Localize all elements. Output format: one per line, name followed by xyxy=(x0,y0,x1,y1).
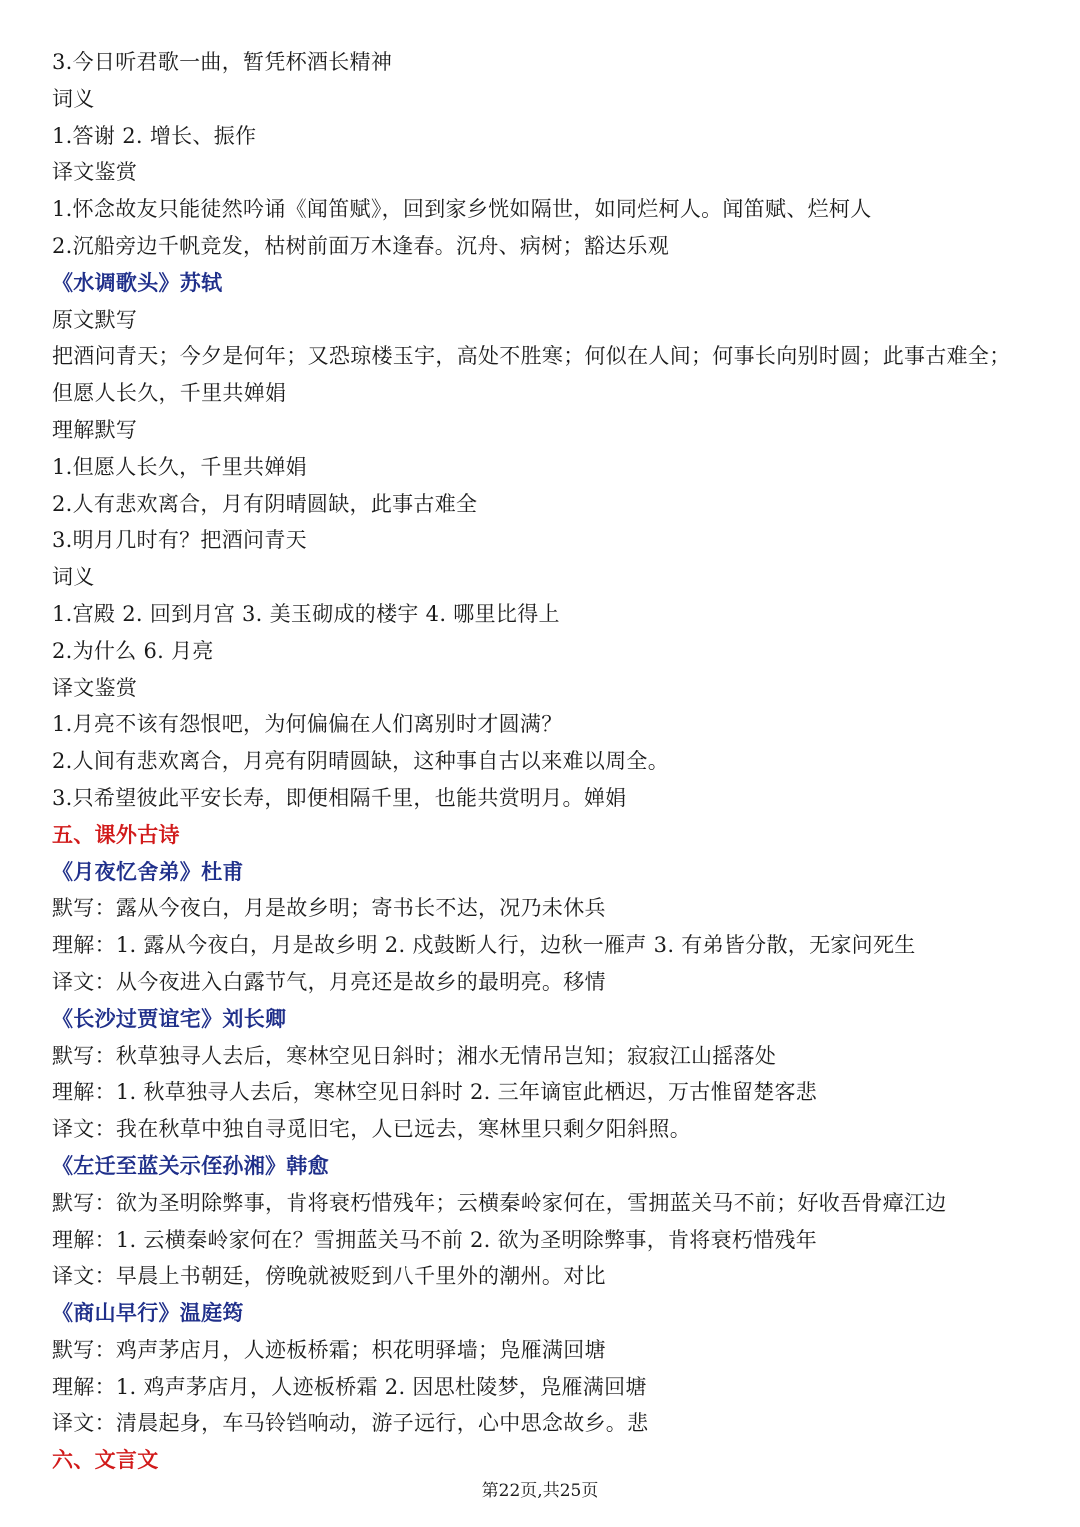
poem-title: 《长沙过贾谊宅》刘长卿 xyxy=(52,1006,287,1031)
text-line: 译文：早晨上书朝廷，傍晚就被贬到八千里外的潮州。对比 xyxy=(52,1264,606,1289)
text-line: 2.沉船旁边千帆竞发，枯树前面万木逢春。沉舟、病树；豁达乐观 xyxy=(52,233,670,258)
text-line: 1.但愿人长久，千里共婵娟 xyxy=(52,454,307,479)
text-line: 默写：欲为圣明除弊事，肯将衰朽惜残年；云横秦岭家何在，雪拥蓝关马不前；好收吾骨瘴江边 xyxy=(52,1190,947,1215)
text-line: 译文鉴赏 xyxy=(52,160,138,185)
text-line: 理解默写 xyxy=(52,417,138,442)
text-line: 但愿人长久，千里共婵娟 xyxy=(52,381,287,406)
text-line: 默写：露从今夜白，月是故乡明；寄书长不达，况乃未休兵 xyxy=(52,896,606,921)
text-line: 理解：1. 秋草独寻人去后，寒林空见日斜时 2. 三年谪宦此栖迟，万古惟留楚客悲 xyxy=(52,1080,818,1105)
text-line: 1.宫殿 2. 回到月宫 3. 美玉砌成的楼宇 4. 哪里比得上 xyxy=(52,601,560,626)
text-line: 理解：1. 露从今夜白，月是故乡明 2. 戍鼓断人行，边秋一雁声 3. 有弟皆分散，无家问死生 xyxy=(52,933,916,958)
poem-title: 《商山早行》温庭筠 xyxy=(52,1301,244,1326)
text-line: 1.月亮不该有怨恨吧，为何偏偏在人们离别时才圆满？ xyxy=(52,712,563,737)
text-line: 默写：秋草独寻人去后，寒林空见日斜时；湘水无情吊岂知；寂寂江山摇落处 xyxy=(52,1043,777,1068)
text-line: 译文：我在秋草中独自寻觅旧宅，人已远去，寒林里只剩夕阳斜照。 xyxy=(52,1117,691,1142)
text-line: 1.答谢 2. 增长、振作 xyxy=(52,123,257,148)
text-line: 译文鉴赏 xyxy=(52,675,138,700)
text-line: 词义 xyxy=(52,565,95,590)
section-heading: 五、课外古诗 xyxy=(52,822,180,847)
text-line: 3.今日听君歌一曲，暂凭杯酒长精神 xyxy=(52,50,393,74)
poem-title: 《左迁至蓝关示侄孙湘》韩愈 xyxy=(52,1153,329,1178)
text-line: 词义 xyxy=(52,86,95,111)
text-line: 2.人间有悲欢离合，月亮有阴晴圆缺，这种事自古以来难以周全。 xyxy=(52,749,670,774)
poem-title: 《月夜忆舍弟》杜甫 xyxy=(52,859,244,884)
text-line: 译文：清晨起身，车马铃铛响动，游子远行，心中思念故乡。悲 xyxy=(52,1411,649,1436)
text-line: 把酒问青天；今夕是何年；又恐琼楼玉宇，高处不胜寒；何似在人间；何事长向别时圆；此事古难全； xyxy=(52,344,1011,369)
text-line: 理解：1. 云横秦岭家何在？雪拥蓝关马不前 2. 欲为圣明除弊事，肯将衰朽惜残年 xyxy=(52,1227,818,1252)
text-line: 2.为什么 6. 月亮 xyxy=(52,638,214,663)
text-line: 默写：鸡声茅店月，人迹板桥霜；枳花明驿墙；凫雁满回塘 xyxy=(52,1337,606,1362)
text-line: 1.怀念故友只能徒然吟诵《闻笛赋》，回到家乡恍如隔世，如同烂柯人。闻笛赋、烂柯人 xyxy=(52,197,872,222)
text-line: 译文：从今夜进入白露节气，月亮还是故乡的最明亮。移情 xyxy=(52,969,606,994)
document-body xyxy=(52,44,1050,1479)
page-footer: 第22页,共25页 xyxy=(481,1481,599,1501)
text-line: 3.只希望彼此平安长寿，即便相隔千里，也能共赏明月。婵娟 xyxy=(52,785,627,810)
text-line: 原文默写 xyxy=(52,307,138,332)
section-heading: 六、文言文 xyxy=(52,1448,159,1473)
poem-title: 《水调歌头》苏轼 xyxy=(52,270,223,295)
text-line: 2.人有悲欢离合，月有阴晴圆缺，此事古难全 xyxy=(52,491,478,516)
text-line: 3.明月几时有？把酒问青天 xyxy=(52,528,307,553)
text-line: 理解：1. 鸡声茅店月，人迹板桥霜 2. 因思杜陵梦，凫雁满回塘 xyxy=(52,1374,647,1399)
